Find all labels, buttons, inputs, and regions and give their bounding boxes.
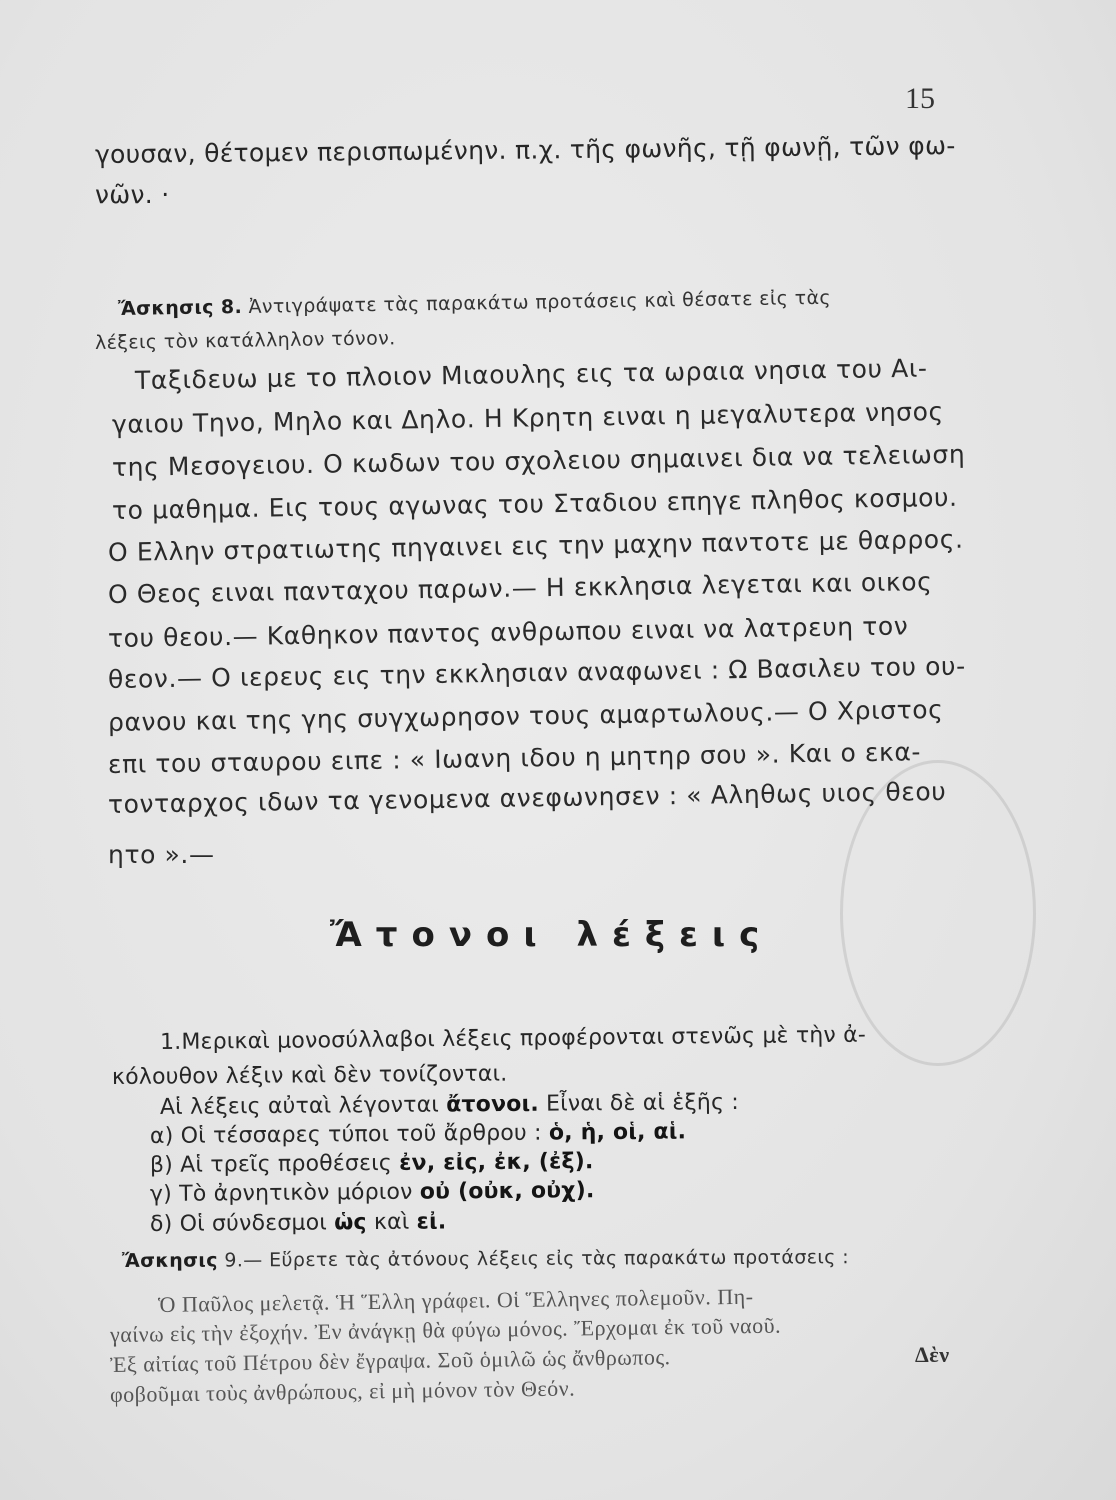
list-item	[150, 1209, 447, 1237]
list-item-words: ἐν, εἰς, ἐκ, (ἐξ).	[399, 1149, 594, 1176]
task-line: θεον.— Ο ιερευς εις την εκκλησιαν αναφωνει : Ω Βασιλευ του ου-	[107, 651, 966, 694]
rule-line-2: κόλουθον λέξιν καὶ δὲν τονίζονται.	[111, 1061, 508, 1090]
list-item	[150, 1149, 594, 1178]
task-line: Ο Ελλην στρατιωτης πηγαινει εις την μαχην παντοτε με θαρρος.	[107, 524, 964, 567]
task-line: ρανου και της γης συγχωρησον τους αμαρτωλους.— Ο Χριστος	[107, 694, 944, 737]
rule-text: Εἶναι δὲ αἱ ἑξῆς :	[538, 1089, 740, 1117]
task-line: της Μεσογειου. Ο κωδων του σχολειου σημαινει δια να τελειωση	[111, 439, 966, 482]
exercise-line: Ἐξ αἰτίας τοῦ Πέτρου δὲν ἔγραψα. Σοῦ ὁμιλῶ ὡς ἄνθρωπος.	[109, 1344, 671, 1377]
atonoi-term: ἄτονοι.	[446, 1091, 539, 1118]
exercise-line: γαίνω εἰς τὴν ἐξοχήν. Ἐν ἀνάγκῃ θὰ φύγω μόνος. Ἔρχομαι ἐκ τοῦ ναοῦ.	[109, 1312, 782, 1347]
task-line: τονταρχος ιδων τα γενομενα ανεφωνησεν : « Αληθως υιος θεου	[107, 776, 947, 819]
list-item	[150, 1119, 686, 1149]
list-item-words: ὁ, ἡ, οἱ, αἱ.	[548, 1119, 687, 1146]
list-item-text: β) Αἱ τρεῖς προθέσεις	[149, 1150, 400, 1178]
continuation-line-2: νῶν. ·	[95, 180, 170, 209]
list-item-text: α) Οἱ τέσσαρες τύποι τοῦ ἄρθρου :	[149, 1120, 550, 1149]
exercise-line: φοβοῦμαι τοὺς ἀνθρώπους, εἰ μὴ μόνον τὸν Θεόν.	[109, 1375, 576, 1407]
exercise-line-end: Δὲν	[915, 1342, 950, 1367]
rule-text: Αἱ λέξεις αὐταὶ λέγονται	[159, 1092, 447, 1120]
exercise-9-label: Ἄσκησις	[121, 1249, 218, 1272]
list-item-text: δ) Οἱ σύνδεσμοι	[149, 1210, 335, 1237]
rule-line-3	[160, 1090, 739, 1120]
task-line: επι του σταυρου ειπε : « Ιωανη ιδου η μητηρ σου ». Και ο εκα-	[107, 737, 922, 779]
exercise-8-text: Ἀντιγράψατε τὰς παρακάτω προτάσεις καὶ θέσατε εἰς τὰς	[241, 286, 832, 319]
task-line: ητο ».—	[108, 840, 215, 869]
list-item-text: γ) Τὸ ἀρνητικὸν μόριον	[149, 1179, 420, 1207]
list-item	[150, 1178, 595, 1207]
list-item-words: ὡς	[334, 1210, 367, 1236]
page-number: 15	[905, 82, 935, 115]
task-line: Ταξιδευω με το πλοιον Μιαουλης εις τα ωραια νησια του Αι-	[134, 353, 928, 395]
list-item-text: καὶ	[366, 1209, 417, 1236]
section-heading: Ἄτονοι λέξεις	[330, 915, 774, 955]
task-line: Ο Θεος ειναι πανταχου παρων.— Η εκκλησια λεγεται και οικος	[107, 567, 933, 609]
rule-line-1: 1.Μερικαὶ μονοσύλλαβοι λέξεις προφέρονται στενῶς μὲ τὴν ἀ-	[159, 1022, 867, 1055]
list-item-words: εἰ.	[416, 1209, 447, 1235]
exercise-8-instruction	[118, 287, 831, 320]
exercise-line: Ὁ Παῦλος μελετᾷ. Ἡ Ἕλλη γράφει. Οἱ Ἕλληνες πολεμοῦν. Πη-	[157, 1283, 754, 1317]
exercise-9-text: 9.— Εὕρετε τὰς ἀτόνους λέξεις εἰς τὰς παρακάτω προτάσεις :	[217, 1246, 850, 1272]
list-item-words: οὐ (οὐκ, οὐχ).	[419, 1178, 595, 1205]
task-line: του θεου.— Καθηκον παντος ανθρωπου ειναι να λατρευη τον	[107, 611, 909, 653]
exercise-8-label: Ἄσκησις 8.	[117, 296, 243, 320]
exercise-9-instruction	[122, 1246, 849, 1272]
task-line: το μαθημα. Εις τους αγωνας του Σταδιου επηγε πληθος κοσμου.	[111, 482, 958, 525]
task-line: γαιου Τηνο, Μηλο και Δηλο. Η Κρητη ειναι η μεγαλυτερα νησος	[111, 396, 945, 439]
continuation-line-1: γουσαν, θέτομεν περισπωμένην. π.χ. τῆς φωνῆς, τῇ φωνῇ, τῶν φω-	[94, 130, 956, 169]
exercise-8-instruction-cont: λέξεις τὸν κατάλληλον τόνον.	[94, 327, 396, 354]
